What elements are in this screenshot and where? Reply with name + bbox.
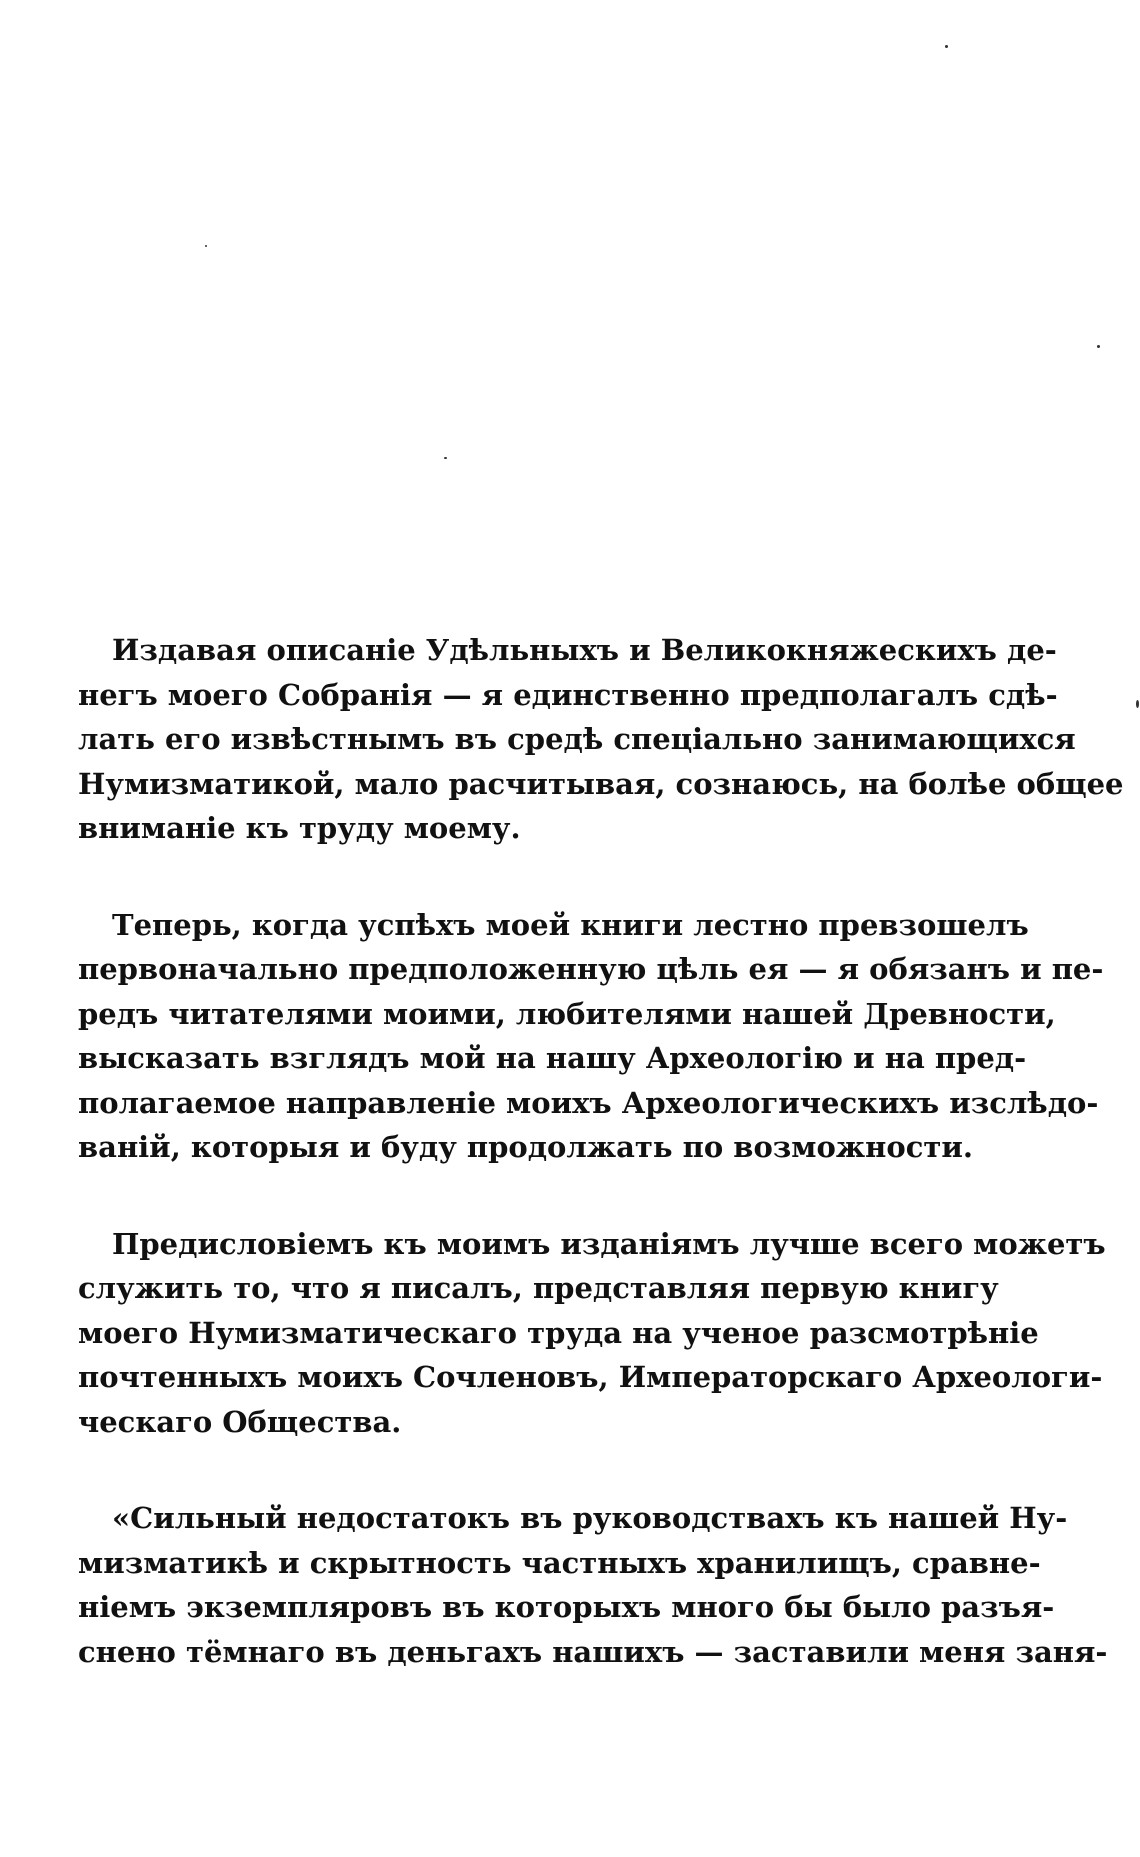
text-line: Теперь, когда успѣхъ моей книги лестно превзошелъ — [112, 907, 1029, 942]
text-line: ніемъ экземпляровъ въ которыхъ много бы было разъя- — [78, 1590, 1055, 1624]
text-line: ческаго Общества. — [78, 1404, 402, 1439]
text-line: служить то, что я писалъ, представляя первую книгу — [78, 1271, 999, 1305]
text-line: снено тёмнаго въ деньгахъ нашихъ — заставили меня заня- — [78, 1634, 1108, 1669]
text-line: ваній, которыя и буду продолжать по возможности. — [78, 1130, 973, 1164]
text-line: вниманіе къ труду моему. — [78, 811, 521, 845]
text-line: «Сильный недостатокъ въ руководствахъ къ нашей Ну- — [112, 1501, 1068, 1535]
scan-speck — [1136, 700, 1139, 708]
text-line: лать его извѣстнымъ въ средѣ спеціально занимающихся — [78, 722, 1076, 756]
text-line: почтенныхъ моихъ Сочленовъ, Императорскаго Археологи- — [78, 1360, 1103, 1394]
paragraph-1 — [78, 628, 1124, 851]
paragraph-2 — [78, 903, 1104, 1170]
paragraph-3 — [78, 1222, 1106, 1445]
text-line: Издавая описаніе Удѣльныхъ и Великокняжескихъ де- — [112, 633, 1057, 667]
text-line: моего Нумизматическаго труда на ученое разсмотрѣніе — [78, 1315, 1039, 1350]
scan-speck — [444, 457, 447, 459]
text-line: Предисловіемъ къ моимъ изданіямъ лучше всего можетъ — [112, 1226, 1106, 1261]
text-line: редъ читателями моими, любителями нашей Древности, — [78, 996, 1056, 1031]
text-line: высказать взглядъ мой на нашу Археологію и на пред- — [78, 1041, 1027, 1075]
text-line: мизматикѣ и скрытность частныхъ хранилищъ, сравне- — [78, 1545, 1041, 1580]
text-line: негъ моего Собранія — я единственно предполагалъ сдѣ- — [78, 677, 1058, 712]
text-line: полагаемое направленіе моихъ Археологическихъ изслѣдо- — [78, 1085, 1099, 1120]
scan-speck — [1097, 345, 1100, 348]
scan-speck — [945, 45, 948, 48]
body-text — [78, 628, 1124, 1726]
paragraph-4 — [78, 1496, 1108, 1674]
text-line: первоначально предположенную цѣль ея — я обязанъ и пе- — [78, 952, 1104, 986]
scan-speck — [205, 245, 207, 247]
text-line: Нумизматикой, мало расчитывая, сознаюсь, на болѣе общее — [78, 766, 1124, 801]
